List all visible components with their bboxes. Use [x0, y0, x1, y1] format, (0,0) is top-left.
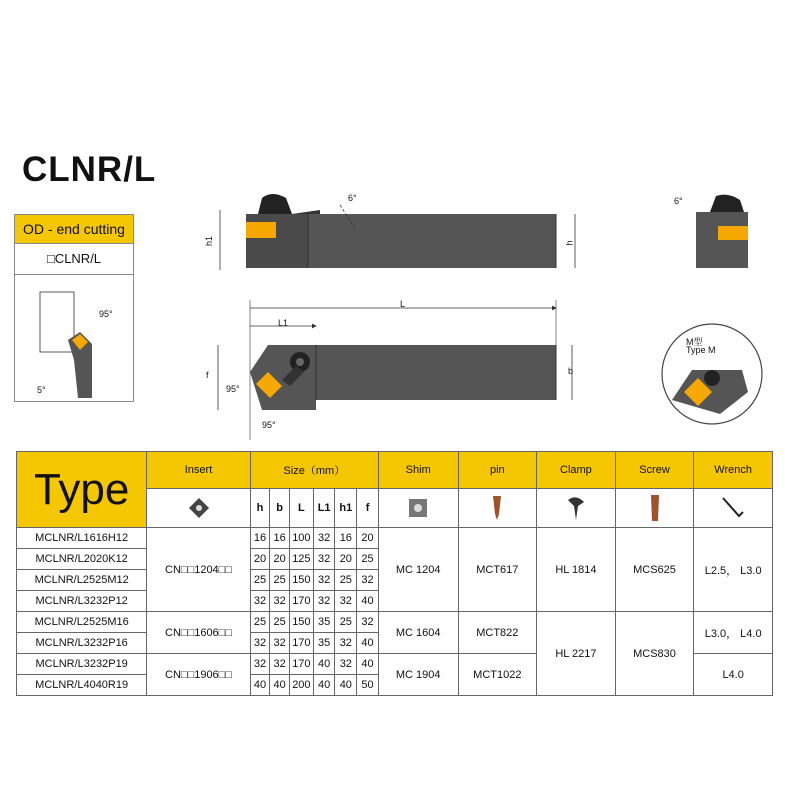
l-label: L — [400, 299, 406, 309]
angle-label: 95° — [99, 309, 113, 319]
screw-code: MCS830 — [615, 612, 694, 696]
dim-cell: 40 — [250, 675, 270, 696]
dim-cell: 32 — [313, 528, 335, 549]
dim-cell: 25 — [270, 612, 290, 633]
dim-cell: 32 — [313, 591, 335, 612]
screw-header: Screw — [615, 452, 694, 489]
dim-cell: 32 — [270, 633, 290, 654]
dim-cell: 170 — [289, 654, 313, 675]
dim-cell: 32 — [270, 654, 290, 675]
dim-cell: 35 — [313, 612, 335, 633]
shim-code: MC 1204 — [378, 528, 458, 612]
clamp-cell — [537, 489, 616, 528]
b-label: b — [568, 366, 574, 376]
model-cell: MCLNR/L1616H12 — [17, 528, 147, 549]
dim-cell: 100 — [289, 528, 313, 549]
angle-label: 95° — [226, 384, 240, 394]
dim-cell: 32 — [250, 654, 270, 675]
model-cell: MCLNR/L2525M12 — [17, 570, 147, 591]
dim-cell: 32 — [270, 591, 290, 612]
dim-header: b — [270, 489, 290, 528]
dim-header: h — [250, 489, 270, 528]
dim-header: L — [289, 489, 313, 528]
dim-cell: 32 — [357, 570, 379, 591]
l1-label: L1 — [278, 318, 289, 328]
dim-cell: 25 — [270, 570, 290, 591]
wrench-code: L3.0， L4.0 — [694, 612, 773, 654]
dim-cell: 20 — [250, 549, 270, 570]
wrench-icon — [719, 494, 747, 522]
pin-icon — [485, 494, 509, 522]
dim-cell: 150 — [289, 612, 313, 633]
h-label: h — [564, 240, 575, 246]
dim-cell: 16 — [270, 528, 290, 549]
dim-cell: 16 — [335, 528, 357, 549]
insert-code: CN□□1204□□ — [147, 528, 250, 612]
clamp-icon — [564, 494, 588, 522]
pin-header: pin — [458, 452, 537, 489]
pin-code: MCT822 — [458, 612, 537, 654]
dim-cell: 25 — [250, 570, 270, 591]
shim-code: MC 1604 — [378, 612, 458, 654]
dim-cell: 40 — [313, 675, 335, 696]
wrench-code: L4.0 — [694, 654, 773, 696]
dim-cell: 32 — [250, 591, 270, 612]
type-header: Type — [17, 452, 147, 528]
pin-code: MCT1022 — [458, 654, 537, 696]
dim-cell: 20 — [335, 549, 357, 570]
shim-code: MC 1904 — [378, 654, 458, 696]
wrench-code: L2.5， L3.0 — [694, 528, 773, 612]
spec-table — [16, 451, 773, 696]
dim-cell: 40 — [313, 654, 335, 675]
model-cell: MCLNR/L2020K12 — [17, 549, 147, 570]
angle-label: 95° — [262, 420, 276, 430]
clamp-code: HL 2217 — [537, 612, 616, 696]
dim-cell: 25 — [335, 612, 357, 633]
shim-cell — [378, 489, 458, 528]
operation-box — [14, 214, 134, 402]
dim-cell: 32 — [313, 570, 335, 591]
type-m-label: Type M — [686, 345, 716, 355]
clamp-header: Clamp — [537, 452, 616, 489]
screw-icon — [643, 493, 667, 523]
end-view-holder — [696, 195, 748, 268]
dim-cell: 32 — [357, 612, 379, 633]
insert-code: CN□□1906□□ — [147, 654, 250, 696]
wrench-cell — [694, 489, 773, 528]
insert-cell — [147, 489, 250, 528]
angle-label: 6° — [348, 193, 357, 203]
angle-label: 6° — [674, 196, 683, 206]
pin-code: MCT617 — [458, 528, 537, 612]
dim-cell: 25 — [335, 570, 357, 591]
dim-cell: 25 — [250, 612, 270, 633]
model-cell: MCLNR/L2525M16 — [17, 612, 147, 633]
dim-cell: 32 — [335, 633, 357, 654]
dim-header: f — [357, 489, 379, 528]
dim-cell: 32 — [313, 549, 335, 570]
dim-header: h1 — [335, 489, 357, 528]
screw-code: MCS625 — [615, 528, 694, 612]
model-cell: MCLNR/L4040R19 — [17, 675, 147, 696]
model-cell: MCLNR/L3232P19 — [17, 654, 147, 675]
h1-label: h1 — [204, 235, 215, 247]
dim-cell: 200 — [289, 675, 313, 696]
dim-cell: 40 — [357, 591, 379, 612]
model-cell: MCLNR/L3232P12 — [17, 591, 147, 612]
shim-icon — [406, 496, 430, 520]
dim-cell: 32 — [250, 633, 270, 654]
operation-title: OD - end cutting — [15, 215, 133, 243]
type-m-label-cn: M型 — [686, 337, 703, 347]
dim-cell: 125 — [289, 549, 313, 570]
clamp-code: HL 1814 — [537, 528, 616, 612]
dim-cell: 150 — [289, 570, 313, 591]
dim-cell: 32 — [335, 654, 357, 675]
angle-label: 5° — [37, 385, 46, 395]
insert-icon — [187, 496, 211, 520]
insert-code: CN□□1606□□ — [147, 612, 250, 654]
dim-cell: 35 — [313, 633, 335, 654]
dim-cell: 40 — [357, 654, 379, 675]
dim-cell: 50 — [357, 675, 379, 696]
pin-cell — [458, 489, 537, 528]
insert-header: Insert — [147, 452, 250, 489]
dim-cell: 20 — [357, 528, 379, 549]
dim-cell: 40 — [270, 675, 290, 696]
top-view-holder — [250, 345, 556, 410]
dim-cell: 20 — [270, 549, 290, 570]
side-view-holder — [246, 194, 556, 268]
dim-cell: 40 — [357, 633, 379, 654]
dim-cell: 40 — [335, 675, 357, 696]
page-title: CLNR/L — [22, 150, 157, 189]
dim-cell: 170 — [289, 633, 313, 654]
dim-cell: 32 — [335, 591, 357, 612]
shim-header: Shim — [378, 452, 458, 489]
dim-cell: 25 — [357, 549, 379, 570]
dim-cell: 170 — [289, 591, 313, 612]
dim-cell: 16 — [250, 528, 270, 549]
f-label: f — [206, 370, 209, 380]
holder-code: □CLNR/L — [15, 243, 133, 275]
model-cell: MCLNR/L3232P16 — [17, 633, 147, 654]
dim-header: L1 — [313, 489, 335, 528]
wrench-header: Wrench — [694, 452, 773, 489]
size-header: Size（mm） — [250, 452, 378, 489]
screw-cell — [615, 489, 694, 528]
